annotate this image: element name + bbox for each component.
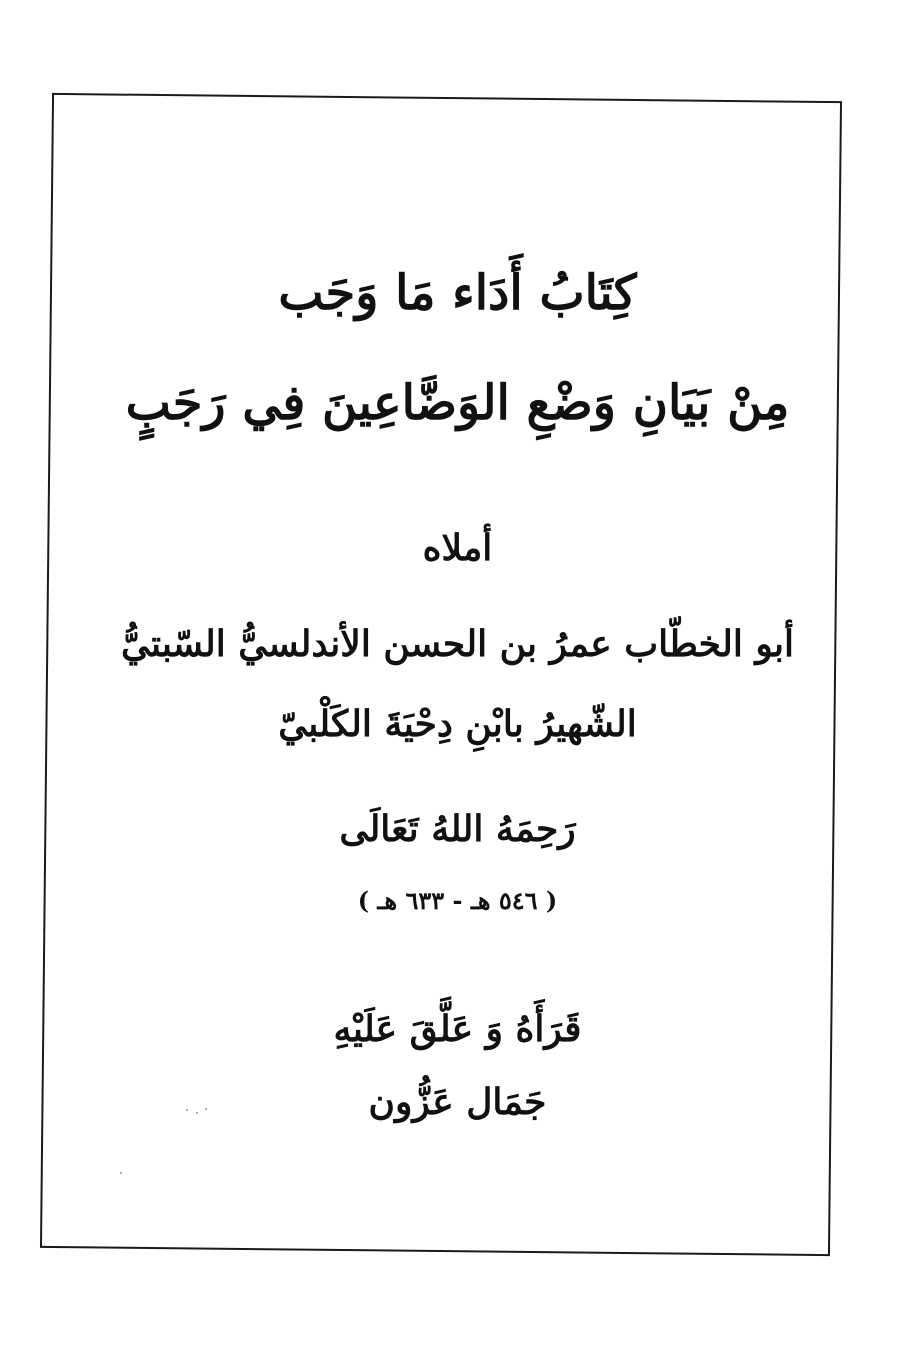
scan-speck: [196, 1112, 198, 1114]
prayer-phrase: رَحِمَهُ اللهُ تَعَالَى: [339, 808, 576, 850]
author-name-line-2: الشّهيرُ بابْنِ دِحْيَةَ الكَلْبيّ: [278, 703, 637, 745]
scan-speck: [120, 1172, 122, 1174]
book-title-line-1: كِتَابُ أَدَاء مَا وَجَب: [278, 265, 637, 321]
author-dates: ( ٥٤٦ هـ - ٦٣٣ هـ ): [357, 886, 558, 915]
dictated-by-label: أملاه: [422, 527, 493, 569]
editor-credit-line: قَرَأَهُ وَ عَلَّقَ عَلَيْهِ: [333, 1008, 582, 1050]
author-name-line-1: أبو الخطّاب عمرُ بن الحسن الأندلسيُّ السّبتيُّ: [120, 623, 795, 665]
scan-speck: [205, 1108, 207, 1110]
scan-speck: [186, 1109, 188, 1111]
editor-name: جَمَال عَزُّون: [368, 1081, 547, 1123]
book-title-line-2: مِنْ بَيَانِ وَضْعِ الوَضَّاعِينَ فِي رَجَبٍ: [125, 375, 790, 431]
